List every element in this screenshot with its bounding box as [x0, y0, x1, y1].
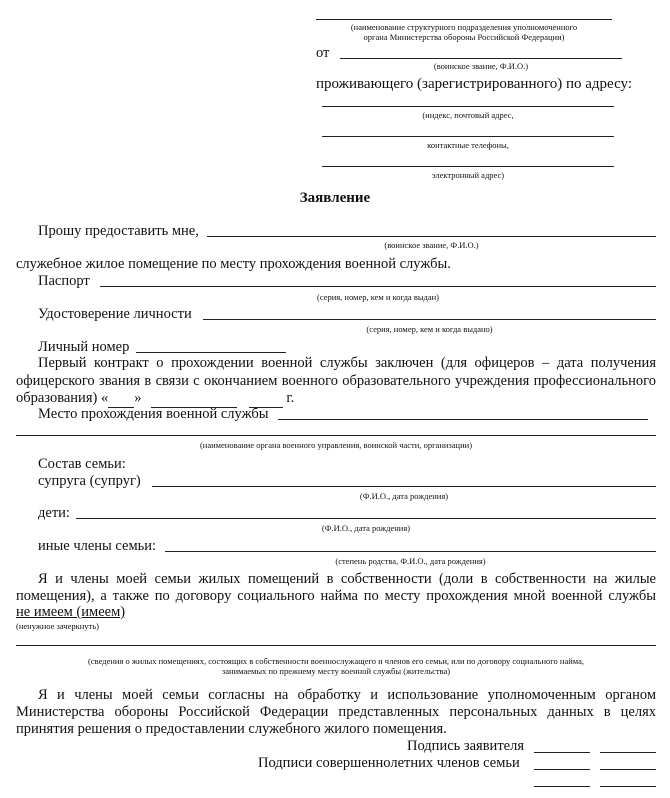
request-label: Прошу предоставить мне, [38, 223, 199, 239]
family-signature-line-1[interactable] [534, 769, 590, 770]
address-line[interactable] [322, 106, 614, 107]
hint-id: (серия, номер, кем и когда выдано) [366, 324, 493, 334]
hint-children: (Ф.И.О., дата рождения) [321, 523, 411, 533]
hint-other-family: (степень родства, Ф.И.О., дата рождения) [335, 556, 486, 566]
from-name-line[interactable] [340, 58, 622, 59]
hint-service-place: (наименование органа военного управления, воинской части, организации) [199, 440, 473, 450]
email-line[interactable] [322, 166, 614, 167]
family-sign-label: Подписи совершеннолетних членов семьи [258, 755, 520, 771]
hint-spouse: (Ф.И.О., дата рождения) [359, 491, 449, 501]
personal-number-label: Личный номер [38, 339, 130, 355]
children-line[interactable] [76, 518, 656, 519]
hint-strike: (ненужное зачеркнуть) [16, 621, 99, 631]
hint-unit-1: (наименование структурного подразделения уполномоченного [350, 22, 578, 32]
family-label: Состав семьи: [38, 456, 126, 472]
applicant-name-line[interactable] [600, 752, 656, 753]
service-place-label: Место прохождения военной службы [38, 406, 269, 422]
property-line-2: помещения), а также по договору социального найма по месту прохождения мной военной службы [16, 588, 656, 604]
from-label: от [316, 45, 330, 61]
hint-address: (индекс, почтовый адрес, [422, 110, 514, 120]
hint-request-rank-name: (воинское звание, Ф.И.О.) [384, 240, 479, 250]
hint-phones: контактные телефоны, [427, 140, 509, 150]
hint-property-1: (сведения о жилых помещениях, состоящих в собственности военнослужащего и членов его семьи, или по договору социального найма, [88, 656, 584, 666]
family-name-line-2[interactable] [600, 786, 656, 787]
applicant-signature-line[interactable] [534, 752, 590, 753]
applicant-sign-label: Подпись заявителя [407, 738, 524, 754]
other-family-label: иные члены семьи: [38, 538, 157, 554]
id-label: Удостоверение личности [38, 306, 192, 322]
residing-label: проживающего (зарегистрированного) по адресу: [316, 76, 633, 92]
hint-header-rank-name: (воинское звание, Ф.И.О.) [433, 61, 529, 71]
hint-unit-2: органа Министерства обороны Российской Федерации) [363, 32, 565, 42]
other-family-line[interactable] [165, 551, 656, 552]
family-signature-line-2[interactable] [534, 786, 590, 787]
personal-number-line[interactable] [136, 352, 286, 353]
consent-line-3: принятия решения о предоставлении служебного жилого помещения. [16, 721, 447, 737]
children-label: дети: [38, 505, 70, 521]
hint-email: электронный адрес) [431, 170, 505, 180]
contract-prefix: образования) « [16, 390, 109, 406]
property-choice[interactable]: не имеем (имеем) [16, 604, 126, 620]
hint-property-2: занимаемых по прежнему месту военной службы (жительства) [221, 666, 451, 676]
contract-year-suffix: г. [286, 390, 295, 406]
contract-line-1: Первый контракт о прохождении военной службы заключен (для офицеров – дата получения [38, 355, 656, 371]
request-name-line[interactable] [207, 236, 656, 237]
consent-line-2: Министерства обороны Российской Федерации представленных персональных данных в целях [16, 704, 656, 720]
id-line[interactable] [203, 319, 656, 320]
contract-line-2: офицерского звания в связи с окончанием военного образовательного учреждения профессионального [16, 373, 656, 389]
service-place-line-1[interactable] [278, 419, 648, 420]
phones-line[interactable] [322, 136, 614, 137]
consent-line-1: Я и члены моей семьи согласны на обработку и использование уполномоченным органом [38, 687, 656, 703]
hint-passport: (серия, номер, кем и когда выдан) [316, 292, 440, 302]
passport-label: Паспорт [38, 273, 90, 289]
spouse-label: супруга (супруг) [38, 473, 141, 489]
spouse-line[interactable] [152, 486, 656, 487]
family-name-line-1[interactable] [600, 769, 656, 770]
unit-name-line[interactable] [316, 19, 612, 20]
property-line-1: Я и члены моей семьи жилых помещений в собственности (доли в собственности на жилые [38, 571, 656, 587]
contract-quote-close: » [134, 390, 142, 406]
passport-line[interactable] [100, 286, 656, 287]
service-place-line-2[interactable] [16, 435, 656, 436]
property-details-line[interactable] [16, 645, 656, 646]
housing-text: служебное жилое помещение по месту прохождения военной службы. [16, 256, 451, 272]
document-title: Заявление [299, 190, 371, 206]
